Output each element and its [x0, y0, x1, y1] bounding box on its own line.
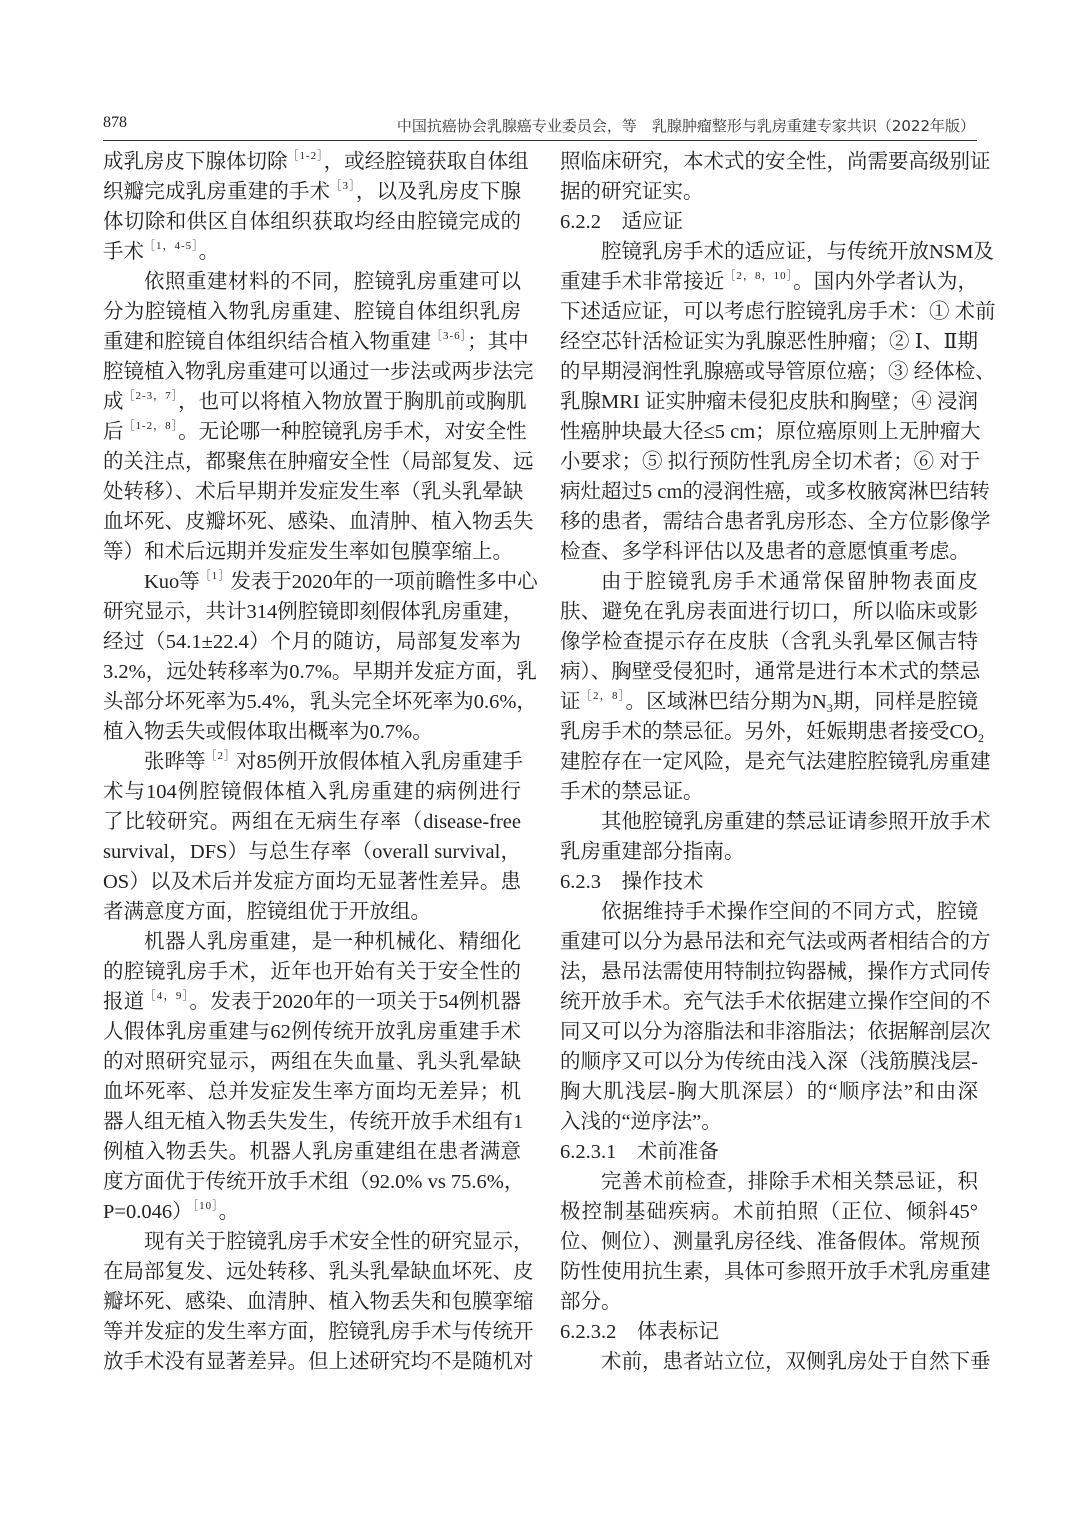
- text-line: [103, 1137, 521, 1167]
- text-line: [560, 327, 978, 357]
- text-run: 血坏死、皮瓣坏死、感染、血清肿、植入物丢失: [103, 511, 534, 533]
- text-run: 处转移）、术后早期并发症发生率（乳头乳晕缺: [103, 481, 524, 503]
- text-run: 像学检查提示存在皮肤（含乳头乳晕区佩吉特: [560, 631, 978, 653]
- text-run: 机器人乳房重建，是一种机械化、精细化: [144, 931, 521, 953]
- text-run: 成: [103, 391, 124, 413]
- text-run: 由于腔镜乳房手术通常保留肿物表面皮: [601, 571, 978, 593]
- citation-superscript: ［1-2，8］: [123, 420, 179, 432]
- text-run: 小要求；⑤ 拟行预防性乳房全切术者；⑥ 对于: [560, 451, 981, 473]
- text-run: 发表于2020年的一项前瞻性多中心: [230, 571, 538, 593]
- text-line: [103, 777, 521, 807]
- text-line: [103, 627, 521, 657]
- text-line: [103, 597, 524, 627]
- text-line: [103, 1197, 521, 1227]
- text-line: [560, 1227, 981, 1257]
- text-line: [103, 1107, 524, 1137]
- text-line: [560, 207, 978, 237]
- text-run: 腔镜植入物乳房重建可以通过一步法或两步法完: [103, 361, 534, 383]
- text-line: [103, 267, 521, 297]
- text-run: 等）和术后远期并发症发生率如包膜挛缩上。: [103, 541, 513, 563]
- text-line: [560, 567, 978, 597]
- text-run: 其他腔镜乳房重建的禁忌证请参照开放手术: [601, 811, 991, 833]
- citation-superscript: ［2-3，7］: [123, 390, 179, 402]
- text-run: 分为腔镜植入物乳房重建、腔镜自体组织乳房: [103, 301, 521, 323]
- text-run: 度方面优于传统开放手术组（92.0% vs 75.6%，: [103, 1171, 525, 1193]
- text-run: 据的研究证实。: [560, 181, 704, 203]
- text-line: [103, 147, 529, 177]
- text-line: [560, 1047, 978, 1077]
- text-run: 乳房手术的禁忌征。另外，妊娠期患者接受CO: [560, 721, 978, 743]
- text-line: [103, 567, 538, 597]
- text-run: 。国内外学者认为，: [793, 271, 979, 293]
- citation-superscript: ［4，9］: [144, 990, 190, 1002]
- text-run: 乳房重建部分指南。: [560, 841, 745, 863]
- text-run: 重建和腔镜自体组织结合植入物重建: [103, 331, 431, 353]
- text-run: 建腔存在一定风险，是充气法建腔腔镜乳房重建: [560, 751, 991, 773]
- text-run: 检查、多学科评估以及患者的意愿慎重考虑。: [560, 541, 970, 563]
- text-line: [103, 297, 521, 327]
- section-heading: [560, 207, 978, 237]
- text-run: 的顺序又可以分为传统由浅入深（浅筋膜浅层-: [560, 1051, 978, 1073]
- text-run: 。无论哪一种腔镜乳房手术，对安全性: [178, 421, 527, 443]
- section-heading: [560, 867, 978, 897]
- text-line: [103, 477, 524, 507]
- text-run: 照临床研究，本术式的安全性，尚需要高级别证: [560, 151, 991, 173]
- text-run: 放手术没有显著差异。但上述研究均不是随机对: [103, 1351, 534, 1373]
- text-run: 完善术前检查，排除手术相关禁忌证，积: [601, 1171, 978, 1193]
- text-line: [103, 927, 521, 957]
- text-line: [103, 177, 521, 207]
- text-run: 6.2.3.2 体表标记: [560, 1321, 719, 1343]
- citation-superscript: ［2，8，10］: [724, 270, 794, 282]
- text-line: [103, 1047, 521, 1077]
- text-line: [103, 657, 537, 687]
- text-line: [103, 687, 537, 717]
- text-line: [560, 897, 978, 927]
- text-line: [560, 387, 978, 417]
- text-run: 经过（54.1±22.4）个月的随访，局部复发率为: [103, 631, 521, 653]
- text-run: 报道: [103, 991, 145, 1013]
- text-line: [560, 297, 996, 327]
- text-run: P=0.046）: [103, 1201, 193, 1223]
- text-run: 织瓣完成乳房重建的手术: [103, 181, 331, 203]
- text-run: 期，同样是腔镜: [832, 691, 979, 713]
- text-run: ，也可以将植入物放置于胸肌前或胸肌: [178, 391, 527, 413]
- paragraph: [103, 747, 521, 927]
- text-run: 术前，患者站立位，双侧乳房处于自然下垂: [601, 1351, 991, 1373]
- text-line: [103, 507, 534, 537]
- text-run: ，以及乳房皮下腺: [355, 181, 522, 203]
- paragraph: [103, 927, 525, 1227]
- text-run: 依据维持手术操作空间的不同方式，腔镜: [601, 901, 978, 923]
- text-run: 植入物丢失或假体取出概率为0.7%。: [103, 721, 433, 743]
- text-line: [103, 897, 521, 927]
- text-run: 病灶超过5 cm的浸润性癌，或多枚腋窝淋巴结转: [560, 481, 990, 503]
- text-run: 病）、胸壁受侵犯时，通常是进行本术式的禁忌: [560, 661, 981, 683]
- text-run: 。区域淋巴结分期为N: [625, 691, 827, 713]
- text-line: [560, 1077, 978, 1107]
- text-run: 入浅的“逆序法”。: [560, 1111, 722, 1133]
- text-line: [560, 717, 984, 747]
- text-line: [103, 417, 527, 447]
- paragraph: [103, 1227, 534, 1377]
- paragraph: [560, 1347, 991, 1377]
- citation-superscript: ［3-6］: [431, 330, 468, 342]
- text-run: 研究显示，共计314例腔镜即刻假体乳房重建，: [103, 601, 524, 623]
- text-run: 体切除和供区自体组织获取均经由腔镜完成的: [103, 211, 521, 233]
- text-run: 6.2.2 适应证: [560, 211, 683, 233]
- text-run: 肤、避免在乳房表面进行切口，所以临床或影: [560, 601, 978, 623]
- text-line: [560, 267, 978, 297]
- text-run: 移的患者，需结合患者乳房形态、全方位影像学: [560, 511, 991, 533]
- text-run: 的关注点，都聚焦在肿瘤安全性（局部复发、远: [103, 451, 534, 473]
- text-line: [103, 1317, 534, 1347]
- text-run: 法，悬吊法需使用特制拉钩器械，操作方式同传: [560, 961, 991, 983]
- text-run: 依照重建材料的不同，腔镜乳房重建可以: [144, 271, 521, 293]
- paragraph: [103, 567, 538, 747]
- paragraph: [560, 147, 991, 207]
- section-heading: [560, 1137, 978, 1167]
- text-line: [560, 957, 991, 987]
- text-line: [103, 867, 521, 897]
- text-run: 的腔镜乳房手术，近年也开始有关于安全性的: [103, 961, 521, 983]
- text-line: [560, 867, 978, 897]
- text-line: [560, 1107, 978, 1137]
- text-line: [560, 837, 978, 867]
- text-run: 。发表于2020年的一项关于54例机器: [189, 991, 522, 1013]
- text-line: [103, 987, 521, 1017]
- text-line: [103, 1017, 521, 1047]
- text-line: [103, 327, 529, 357]
- page-number: 878: [103, 114, 127, 131]
- text-line: [103, 1287, 534, 1317]
- paragraph: [103, 147, 529, 267]
- text-line: [560, 1257, 991, 1287]
- subscript: 2: [977, 731, 984, 745]
- text-run: ，或经腔镜获取自体组: [323, 151, 529, 173]
- text-line: [560, 687, 978, 717]
- citation-superscript: ［1，4-5］: [144, 240, 199, 252]
- text-run: 等并发症的发生率方面，腔镜乳房手术与传统开: [103, 1321, 534, 1343]
- text-run: 同又可以分为溶脂法和非溶脂法；依据解剖层次: [560, 1021, 991, 1043]
- text-run: 的早期浸润性乳腺癌或导管原位癌；③ 经体检、: [560, 361, 996, 383]
- text-run: 后: [103, 421, 124, 443]
- citation-superscript: ［1-2］: [287, 150, 324, 162]
- text-run: 器人组无植入物丢失发生，传统开放手术组有1: [103, 1111, 524, 1133]
- text-run: 统开放手术。充气法手术依据建立操作空间的不: [560, 991, 991, 1013]
- text-line: [560, 1167, 978, 1197]
- text-run: 证: [560, 691, 581, 713]
- text-line: [560, 417, 981, 447]
- text-run: 手术的禁忌证。: [560, 781, 704, 803]
- text-line: [103, 807, 521, 837]
- paragraph: [560, 237, 996, 567]
- text-run: 了比较研究。两组在无病生存率（disease-free: [103, 811, 521, 833]
- text-run: 者满意度方面，腔镜组优于开放组。: [103, 901, 431, 923]
- text-run: 头部分坏死率为5.4%，乳头完全坏死率为0.6%，: [103, 691, 537, 713]
- text-line: [560, 477, 990, 507]
- paragraph: [560, 807, 991, 867]
- text-run: 例植入物丢失。机器人乳房重建组在患者满意: [103, 1141, 521, 1163]
- paragraph: [560, 567, 991, 807]
- text-run: 经空芯针活检证实为乳腺恶性肿瘤；② Ⅰ、Ⅱ期: [560, 331, 978, 353]
- text-line: [103, 1077, 521, 1107]
- text-run: 血坏死率、总并发症发生率方面均无差异；机: [103, 1081, 521, 1103]
- text-run: 乳腺MRI 证实肿瘤未侵犯皮肤和胸壁；④ 浸润: [560, 391, 978, 413]
- subscript: 3: [826, 701, 833, 715]
- text-line: [560, 1317, 978, 1347]
- text-line: [103, 447, 534, 477]
- text-line: [103, 1167, 525, 1197]
- text-line: [560, 1197, 978, 1227]
- section-heading: [560, 1317, 978, 1347]
- text-run: 的对照研究显示，两组在失血量、乳头乳晕缺: [103, 1051, 521, 1073]
- text-line: [560, 597, 978, 627]
- text-run: 3.2%，远处转移率为0.7%。早期并发症方面，乳: [103, 661, 537, 683]
- text-line: [560, 177, 978, 207]
- text-line: [560, 507, 991, 537]
- text-line: [103, 717, 521, 747]
- text-line: [560, 777, 978, 807]
- text-run: 在局部复发、远处转移、乳头乳晕缺血坏死、皮: [103, 1261, 534, 1283]
- paragraph: [560, 1167, 991, 1317]
- text-run: 极控制基础疾病。术前拍照（正位、倾斜45°: [560, 1201, 978, 1223]
- text-run: 防性使用抗生素，具体可参照开放手术乳房重建: [560, 1261, 991, 1283]
- text-run: 术与104例腔镜假体植入乳房重建的病例进行: [103, 781, 521, 803]
- text-line: [103, 207, 521, 237]
- text-line: [103, 1227, 534, 1257]
- text-line: [560, 657, 981, 687]
- text-line: [560, 1137, 978, 1167]
- text-run: 。: [218, 1201, 240, 1223]
- text-run: 重建可以分为悬吊法和充气法或两者相结合的方: [560, 931, 991, 953]
- text-run: 位、侧位）、测量乳房径线、准备假体。常规预: [560, 1231, 981, 1253]
- text-line: [103, 957, 521, 987]
- left-text-column: [103, 147, 538, 1377]
- text-line: [560, 1017, 991, 1047]
- text-run: ；其中: [467, 331, 529, 353]
- text-line: [103, 1347, 534, 1377]
- text-run: 人假体乳房重建与62例传统开放乳房重建手术: [103, 1021, 521, 1043]
- text-run: survival，DFS）与总生存率（overall survival，: [103, 841, 521, 863]
- citation-superscript: ［2］: [205, 750, 236, 762]
- text-run: 下述适应证，可以考虑行腔镜乳房手术：① 术前: [560, 301, 996, 323]
- text-line: [560, 1347, 991, 1377]
- paragraph: [103, 267, 534, 567]
- text-run: 手术: [103, 241, 144, 263]
- text-run: 胸大肌浅层-胸大肌深层）的“顺序法”和由深: [560, 1081, 978, 1103]
- text-run: 腔镜乳房手术的适应证，与传统开放NSM及: [601, 241, 994, 263]
- text-line: [560, 537, 978, 567]
- text-run: 6.2.3.1 术前准备: [560, 1141, 719, 1163]
- citation-superscript: ［3］: [330, 180, 356, 192]
- text-line: [103, 387, 527, 417]
- text-line: [103, 837, 521, 867]
- text-run: Kuo等: [144, 571, 200, 593]
- paragraph: [560, 897, 991, 1137]
- text-line: [560, 987, 991, 1017]
- text-line: [560, 237, 994, 267]
- citation-superscript: ［1］: [199, 570, 231, 582]
- text-run: 张晔等: [144, 751, 206, 773]
- text-run: 性癌肿块最大径≤5 cm；原位癌原则上无肿瘤大: [560, 421, 981, 443]
- text-run: 成乳房皮下腺体切除: [103, 151, 288, 173]
- right-text-column: [560, 147, 996, 1377]
- text-run: 。: [198, 241, 220, 263]
- text-run: 现有关于腔镜乳房手术安全性的研究显示，: [144, 1231, 534, 1253]
- text-line: [560, 747, 991, 777]
- text-run: 瓣坏死、感染、血清肿、植入物丢失和包膜挛缩: [103, 1291, 534, 1313]
- text-line: [560, 1287, 978, 1317]
- text-line: [103, 1257, 534, 1287]
- text-line: [560, 147, 991, 177]
- text-run: OS）以及术后并发症方面均无显著性差异。患: [103, 871, 521, 893]
- text-run: 重建手术非常接近: [560, 271, 725, 293]
- text-line: [560, 627, 978, 657]
- text-line: [560, 807, 991, 837]
- text-line: [103, 747, 521, 777]
- citation-superscript: ［10］: [192, 1200, 219, 1212]
- running-header: [103, 114, 977, 141]
- text-line: [103, 537, 521, 567]
- running-title: 中国抗癌协会乳腺癌专业委员会，等 乳腺肿瘤整形与乳房重建专家共识（2022年版）: [396, 117, 975, 135]
- citation-superscript: ［2，8］: [580, 690, 626, 702]
- text-line: [560, 357, 996, 387]
- text-line: [103, 357, 534, 387]
- text-run: 部分。: [560, 1291, 622, 1313]
- text-line: [103, 237, 521, 267]
- text-line: [560, 927, 991, 957]
- text-run: 对85例开放假体植入乳房重建手: [236, 751, 523, 773]
- text-run: 6.2.3 操作技术: [560, 871, 704, 893]
- text-line: [560, 447, 981, 477]
